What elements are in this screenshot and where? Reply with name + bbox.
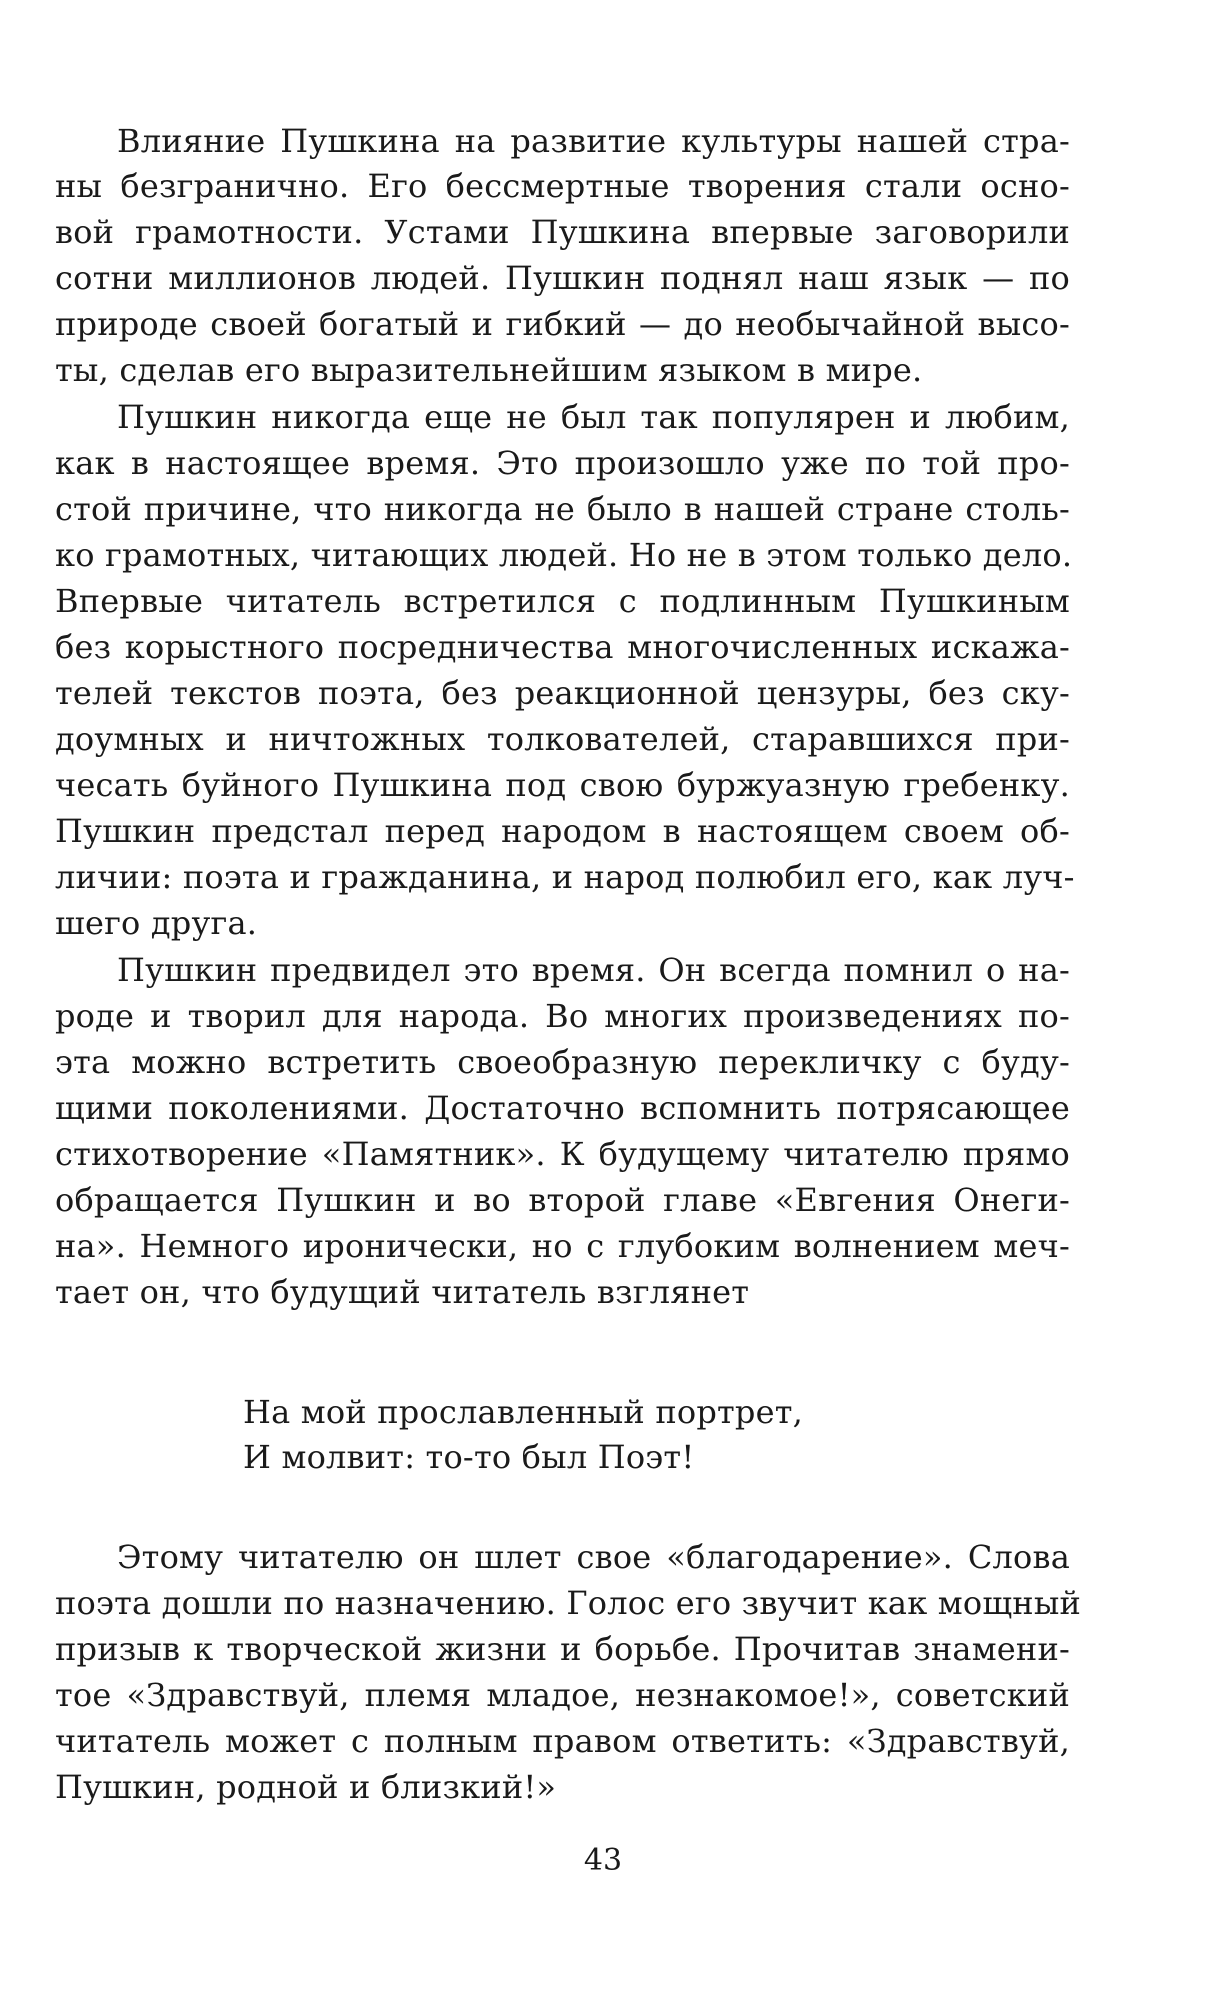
paragraph-4-line-4: тое «Здравствуй, племя младое, незнакомое!», советский (55, 1676, 1070, 1714)
paragraph-2-line-11: личии: поэта и гражданина, и народ полюбил его, как луч- (55, 858, 1075, 896)
page-number: 43 (583, 1843, 623, 1878)
paragraph-2-line-6: без корыстного посредничества многочисленных искажа- (55, 628, 1070, 666)
quote-line-1: На мой прославленный портрет, (243, 1393, 804, 1431)
paragraph-2-line-10: Пушкин предстал перед народом в настоящем своем об- (55, 812, 1070, 850)
paragraph-2-line-4: ко грамотных, читающих людей. Но не в этом только дело. (55, 536, 1073, 574)
paragraph-3-line-6: обращается Пушкин и во второй главе «Евгения Онеги- (55, 1181, 1070, 1219)
paragraph-1-line-3: вой грамотности. Устами Пушкина впервые заговорили (55, 213, 1070, 251)
paragraph-3-line-8: тает он, что будущий читатель взглянет (55, 1273, 750, 1311)
paragraph-3-line-1: Пушкин предвидел это время. Он всегда помнил о на- (117, 951, 1070, 989)
paragraph-2-line-8: доумных и ничтожных толкователей, старавшихся при- (55, 720, 1070, 758)
paragraph-4-line-6: Пушкин, родной и близкий!» (55, 1768, 557, 1806)
paragraph-1-line-2: ны безгранично. Его бессмертные творения стали осно- (55, 167, 1070, 205)
paragraph-2-line-7: телей текстов поэта, без реакционной цензуры, без ску- (55, 674, 1070, 712)
paragraph-1-line-1: Влияние Пушкина на развитие культуры нашей стра- (117, 122, 1070, 160)
paragraph-2-line-9: чесать буйного Пушкина под свою буржуазную гребенку. (55, 766, 1070, 804)
paragraph-3-line-4: щими поколениями. Достаточно вспомнить потрясающее (55, 1089, 1070, 1127)
paragraph-4-line-2: поэта дошли по назначению. Голос его звучит как мощный (55, 1584, 1082, 1622)
paragraph-4-line-1: Этому читателю он шлет свое «благодарение». Слова (117, 1538, 1070, 1576)
paragraph-3-line-5: стихотворение «Памятник». К будущему читателю прямо (55, 1135, 1070, 1173)
paragraph-2-line-5: Впервые читатель встретился с подлинным Пушкиным (55, 582, 1070, 620)
paragraph-2-line-2: как в настоящее время. Это произошло уже по той про- (55, 444, 1070, 482)
paragraph-1-line-6: ты, сделав его выразительнейшим языком в мире. (55, 351, 923, 389)
paragraph-1-line-5: природе своей богатый и гибкий — до необычайной высо- (55, 305, 1070, 343)
paragraph-2-line-3: стой причине, что никогда не было в нашей стране столь- (55, 490, 1070, 528)
paragraph-4-line-3: призыв к творческой жизни и борьбе. Прочитав знамени- (55, 1630, 1070, 1668)
paragraph-4-line-5: читатель может с полным правом ответить: «Здравствуй, (55, 1722, 1070, 1760)
quote-line-2: И молвит: то-то был Поэт! (243, 1438, 695, 1476)
paragraph-2-line-1: Пушкин никогда еще не был так популярен и любим, (117, 398, 1070, 436)
paragraph-3-line-2: роде и творил для народа. Во многих произведениях по- (55, 997, 1070, 1035)
paragraph-3-line-3: эта можно встретить своеобразную перекличку с буду- (55, 1043, 1070, 1081)
paragraph-1-line-4: сотни миллионов людей. Пушкин поднял наш язык — по (55, 259, 1070, 297)
paragraph-2-line-12: шего друга. (55, 904, 258, 942)
paragraph-3-line-7: на». Немного иронически, но с глубоким волнением меч- (55, 1227, 1070, 1265)
